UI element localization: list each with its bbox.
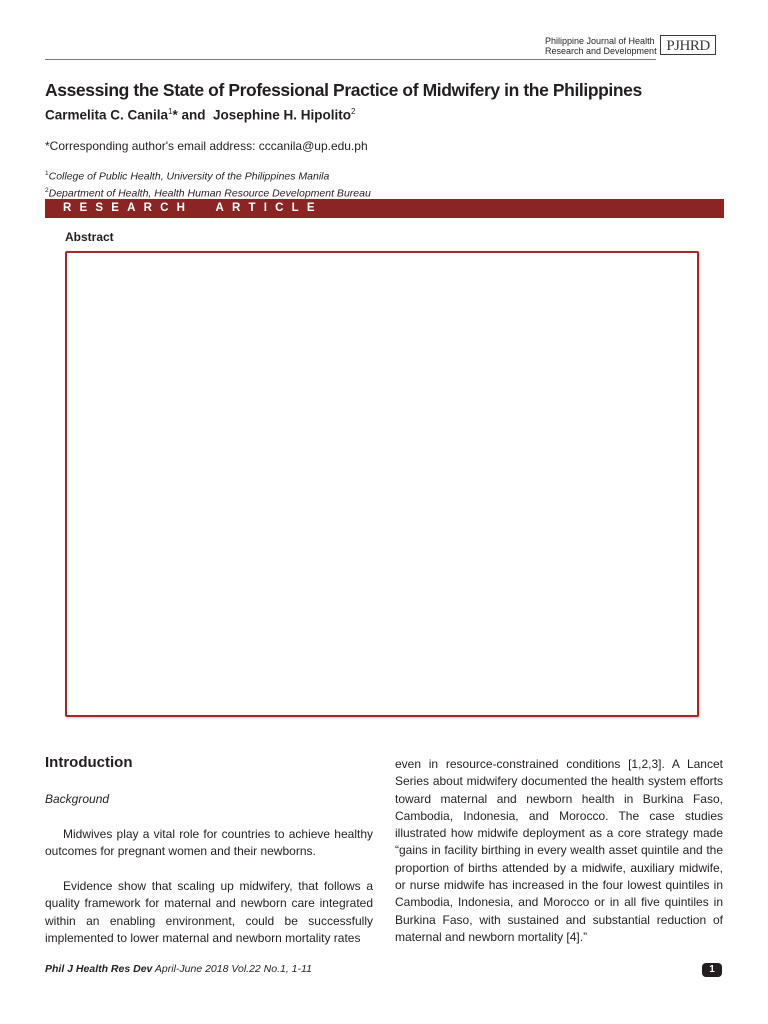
author-1: Carmelita C. Canila (45, 107, 169, 123)
paragraph-2: Evidence show that scaling up midwifery, that follows a quality framework for maternal and newborn care integrated within an enabling environment, could be successfully implemented to lower maternal and newborn mortality rates (45, 879, 373, 945)
paragraph-3: even in resource-constrained conditions [1,2,3]. A Lancet Series about midwifery documented the health system efforts toward maternal and newborn health in Burkina Faso, Cambodia, Indonesia, and Morocco. The case studies illustrated how midwife deployment as a core strategy made “gains in facility birthing in every wealth asset quintile and the proportion of births attended by a midwife, auxiliary midwife, or nurse midwife has increased in the four lowest quintiles in Cambodia, Indonesia, and Morocco or in all five quintiles in Burkina Faso, with sustained and substantial reduction of maternal and newborn mortality [4].” (395, 757, 723, 944)
article-title: Assessing the State of Professional Practice of Midwifery in the Philippines (45, 80, 642, 100)
corresponding-mark: * (172, 107, 178, 123)
footer-citation (45, 963, 312, 975)
affiliation-2 (45, 184, 371, 201)
affiliation-2-mark: 2 (45, 186, 49, 194)
introduction-heading: Introduction (45, 754, 133, 771)
journal-name-line2: Research and Development (545, 46, 657, 56)
author-2: Josephine H. Hipolito (213, 107, 352, 123)
footer-issue: April-June 2018 Vol.22 No.1, 1-11 (152, 963, 312, 975)
page-number: 1 (702, 963, 722, 977)
footer-journal-abbrev: Phil J Health Res Dev (45, 963, 153, 975)
author-2-affiliation-mark: 2 (351, 107, 356, 116)
affiliation-1 (45, 167, 371, 184)
background-subheading: Background (45, 792, 110, 806)
author-1-affiliation-mark: 1 (168, 107, 173, 116)
affiliation-1-text: College of Public Health, University of the Philippines Manila (48, 170, 330, 183)
affiliation-1-mark: 1 (45, 170, 49, 177)
section-banner: RESEARCH ARTICLE (45, 199, 724, 218)
authors-line (45, 107, 356, 123)
paragraph-1: Midwives play a vital role for countries to achieve healthy outcomes for pregnant women and their newborns. (45, 827, 373, 859)
journal-name-line1: Philippine Journal of Health (545, 36, 655, 46)
corresponding-email: *Corresponding author's email address: cccanila@up.edu.ph (45, 139, 368, 153)
journal-name (545, 36, 657, 56)
abstract-box (65, 251, 699, 717)
abstract-label: Abstract (65, 230, 114, 244)
author-join: and (177, 107, 214, 123)
affiliation-2-text: Department of Health, Health Human Resource Development Bureau (48, 187, 371, 199)
affiliations (45, 167, 371, 200)
journal-logo: PJHRD (660, 35, 716, 55)
header-rule (45, 59, 656, 60)
